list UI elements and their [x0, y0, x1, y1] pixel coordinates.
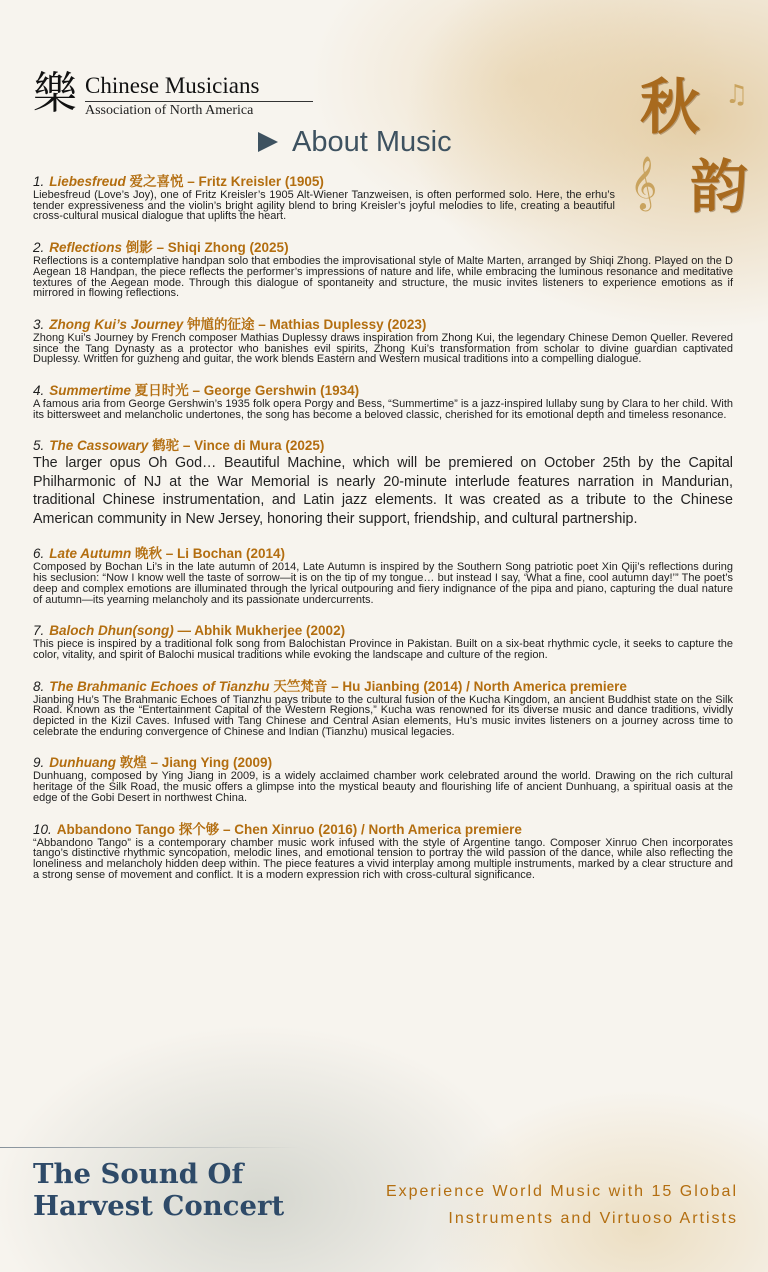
program-notes — [33, 174, 733, 898]
badge-char-autumn: 秋 — [640, 73, 700, 143]
item-title: 2. Reflections 倒影 – Shiqi Zhong (2025) — [33, 240, 289, 256]
item-description: Jianbing Hu’s The Brahmanic Echoes of Tianzhu pays tribute to the cultural fusion of the Kucha Kingdom, an ancient Buddhist state on the Silk Road. Known as the “Entertainment Capital of the Western Regions,” Kucha was renowned for its diverse music and dance traditions, vividly depicted in the Kizil Caves. Infused with Tang Chinese and Central Asian elements, Hu’s music invites listeners on a journey across time to celebrate the enduring convergence of Chinese and Indian (Tianzhu) musical legacies. — [33, 693, 733, 738]
item-title: 10. Abbandono Tango 探个够 – Chen Xinruo (2016) / North America premiere — [33, 821, 522, 837]
item-description: Dunhuang, composed by Ying Jiang in 2009, is a widely acclaimed chamber work celebrated around the world. Drawing on the rich cultural heritage of the Silk Road, the music offers a glimpse into the mystical beauty and flourishing life of ancient Dunhuang, a spiritual oasis at the edge of the Gobi Desert in northwest China. — [33, 770, 733, 804]
program-item — [33, 822, 733, 881]
concert-tagline — [386, 1178, 738, 1232]
music-note-icon: ♫ — [725, 80, 749, 110]
page-title: About Music — [292, 125, 452, 158]
program-item — [33, 679, 733, 738]
program-item — [33, 240, 733, 299]
item-description: Composed by Bochan Li’s in the late autumn of 2014, Late Autumn is inspired by the Southern Song patriotic poet Xin Qiji’s reflections during his seclusion: “Now I know well the taste of sorrow—it is on the tip of my tongue… but instead I say, ‘What a fine, cool autumn day!’” The poet’s deep and complex emotions are illuminated through the lyrical outpouring and fiery indignance of the pipa and piano, capturing the dual nature of autumn—its yearning melancholy and its passionate undercurrents. — [33, 561, 733, 606]
item-description: “Abbandono Tango” is a contemporary chamber music work infused with the style of Argentine tango. Composer Xinruo Chen incorporates tango’s distinctive rhythmic syncopation, melodic lines, and emotional tension to portray the wild passion of the dance, while also reflecting the loneliness and melancholy hidden deep within. The piece features a vivid interplay among multiple instruments, marked by a clear structure and a strong sense of movement and conflict. It is a modern expression rich with cross-cultural significance. — [33, 836, 733, 881]
item-title: 7. Baloch Dhun(song) — Abhik Mukherjee (2002) — [33, 623, 346, 639]
section-heading — [258, 124, 452, 160]
item-title: 9. Dunhuang 敦煌 – Jiang Ying (2009) — [33, 755, 273, 771]
item-description: This piece is inspired by a traditional folk song from Balochistan Province in Pakistan. Built on a six-beat rhythmic cycle, it seeks to capture the color, vitality, and spirit of Balochi musical traditions while evoking the landscape and culture of the region. — [33, 638, 733, 661]
item-title: 6. Late Autumn 晚秋 – Li Bochan (2014) — [33, 546, 286, 562]
program-item — [33, 546, 733, 605]
cmana-logo — [33, 70, 293, 120]
logo-name: Chinese Musicians — [85, 73, 260, 98]
program-item — [33, 383, 733, 420]
footer-divider — [0, 1147, 300, 1148]
concert-title-line2: Harvest Concert — [33, 1190, 285, 1222]
item-title: 1. Liebesfreud 爱之喜悦 – Fritz Kreisler (1905) — [33, 174, 324, 189]
play-icon — [258, 132, 278, 152]
item-description: The larger opus Oh God… Beautiful Machine, which will be premiered on October 25th by the Capital Philharmonic of NJ at the War Memorial is nearly 20-minute interlude features narration in Mandurian, traditional Chinese instrumentation, and Latin jazz elements. It was created as a tribute to the Chinese American community in New Jersey, honoring their support, friendship, and cultural partnership. — [33, 455, 733, 527]
program-item — [33, 174, 733, 222]
program-item — [33, 623, 733, 660]
concert-title — [33, 1158, 284, 1222]
item-description: Reflections is a contemplative handpan solo that embodies the improvisational style of Malte Marten, arranged by Shiqi Zhong. Played on the D Aegean 18 Handpan, the piece reflects the performer’s impressions of nature and life, while embracing the luminous resonance and meditative textures of the Aegean mode. Through this dialogue of spontaneity and structure, the music invites listeners to experience emotions as if mirrored in flowing reflections. — [33, 255, 733, 300]
treble-clef-icon: 𝄞 — [630, 155, 658, 209]
program-item — [33, 438, 733, 528]
logo-divider — [85, 101, 313, 102]
badge-char-rhyme: 韵 — [690, 153, 749, 221]
concert-title-line1: The Sound Of — [33, 1158, 244, 1190]
logo-subtitle: Association of North America — [85, 103, 254, 118]
item-description: Zhong Kui’s Journey by French composer Mathias Duplessy draws inspiration from Zhong Kui, the legendary Chinese Demon Queller. Revered since the Tang Dynasty as a protector who banishes evil spirits, Zhong Kui’s transformation from scholar to divine guardian captivated Duplessy. Written for guzheng and guitar, the work blends Eastern and Western musical traditions into a compelling dialogue. — [33, 331, 733, 366]
tagline-line2: Instruments and Virtuoso Artists — [448, 1210, 738, 1227]
item-title: 5. The Cassowary 鹤驼 – Vince di Mura (2025) — [33, 438, 325, 454]
item-description: Liebesfreud (Love’s Joy), one of Fritz Kreisler’s 1905 Alt-Wiener Tanzweisen, is often performed solo. Here, the erhu’s tender expressiveness and the violin’s bright agility blend to bring Kreisler’s joyful melodies to life, creating a beautiful cross-cultural musical dialogue that uplifts the heart. — [33, 189, 615, 223]
item-title: 4. Summertime 夏日时光 – George Gershwin (1934) — [33, 383, 360, 399]
item-title: 3. Zhong Kui’s Journey 钟馗的征途 – Mathias Duplessy (2023) — [33, 316, 427, 332]
item-title: 8. The Brahmanic Echoes of Tianzhu 天竺梵音 – Hu Jianbing (2014) / North America premiere — [33, 678, 627, 694]
program-item — [33, 755, 733, 803]
item-description: A famous aria from George Gershwin’s 1935 folk opera Porgy and Bess, “Summertime” is a jazz-inspired lullaby sung by Clara to her child. With its bittersweet and melancholic undertones, the song has become a beloved classic, cherished for its emotional depth and timeless resonance. — [33, 398, 733, 421]
logo-glyph: 樂 — [33, 68, 77, 119]
program-item — [33, 317, 733, 365]
tagline-line1: Experience World Music with 15 Global — [385, 1183, 738, 1200]
